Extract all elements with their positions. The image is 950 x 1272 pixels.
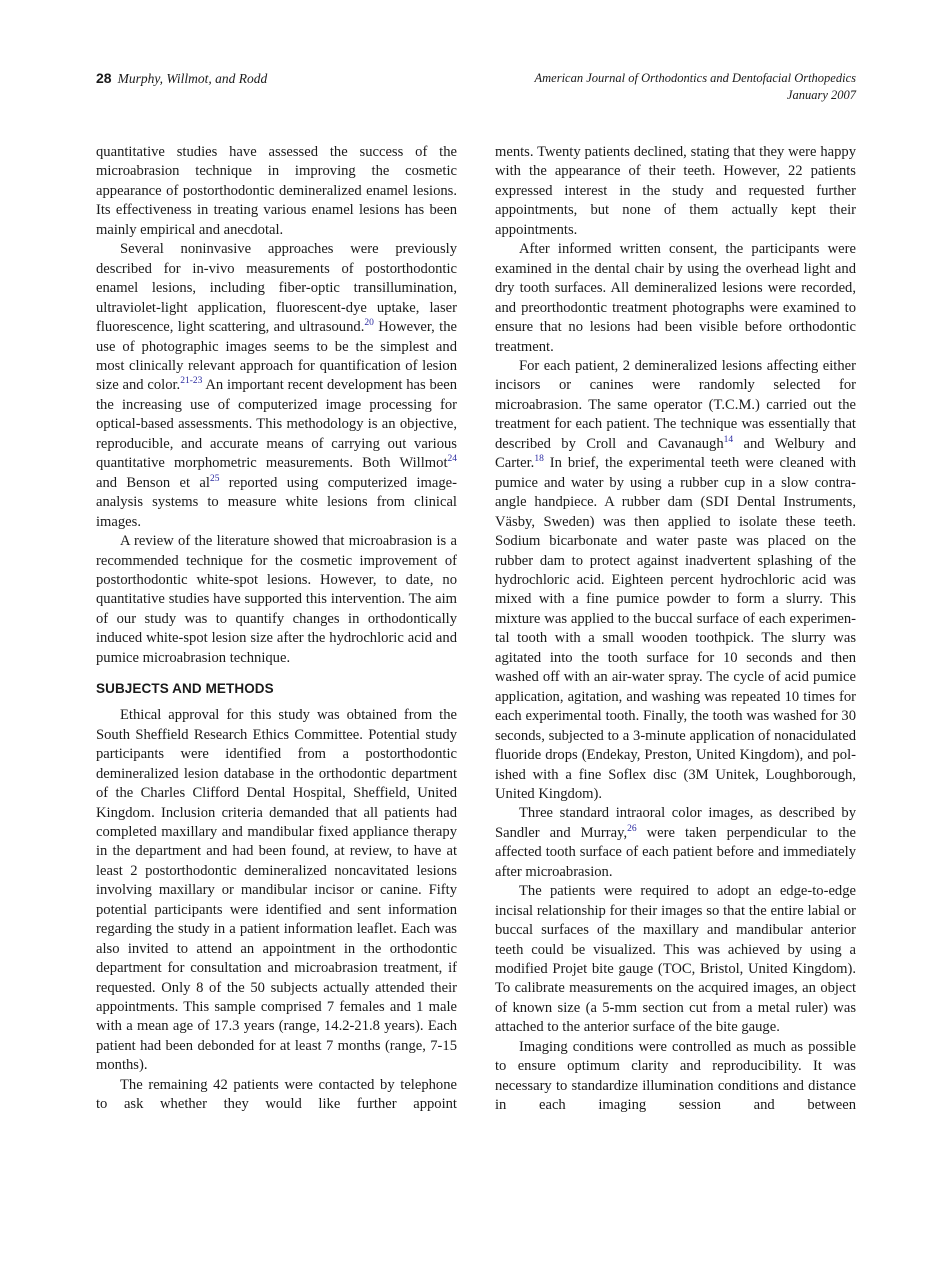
author-names: Murphy, Willmot, and Rodd [117,71,268,86]
paragraph: The remaining 42 patients were contacted by telephone to ask whether they would like further appoint [96,1076,457,1113]
header-right [535,70,857,104]
paragraph: Ethical approval for this study was obtained from the South Sheffield Research Ethics Committee. Potential study participants were identified from a postorthodontic demineralized lesion database in the orthodontic department of the Charles Clifford Dental Hospital, Sheffield, United Kingdom. Inclusion criteria demanded that all patients had completed maxillary and mandibular fixed appliance therapy in the department and had been found, at review, to have at least 2 postorthodontic demineralized noncavitated lesions involving maxillary or mandibular incisor or canine. Fifty potential participants were identified and sent information regarding the study in a patient information leaflet. Each was also invited to attend an appointment in the orthodontic department for consultation and microabrasion treatment, if requested. Only 8 of the 50 subjects actually attended their appointments. This sample comprised 7 females and 1 male with a mean age of 17.3 years (range, 14.2-21.8 years). Each patient had been debonded for at least 7 months (range, 7-15 months). [96,707,457,1074]
header-left [96,70,267,87]
paragraph: The patients were required to adopt an edge-to-edge incisal relationship for their images so that the entire labial or buccal surfaces of the maxillary and mandibular anterior teeth could be visualized. This was achieved by using a modified Projet bite gauge (TOC, Bristol, United Kingdom). To calibrate measurements on the acquired images, an object of known size (a 5-mm section cut from a metal ruler) was attached to the anterior surface of the bite gauge. [495,883,856,1036]
paragraph: ments. Twenty patients declined, stating that they were happy with the appearance of their teeth. However, 22 patients expressed interest in the study and requested further appointments, but none of them actually kept their appointments. [495,144,856,238]
paragraph: quantitative studies have assessed the success of the microabrasion technique in improving the cosmetic appearance of postorthodontic demineralized enamel lesions. Its effectiveness in treating various enamel lesions has been mainly empirical and anecdotal. [96,144,457,238]
paragraph [495,804,856,882]
citation-ref[interactable]: 18 [534,454,544,465]
journal-title: American Journal of Orthodontics and Dentofacial Orthopedics [534,71,856,85]
paragraph: A review of the literature showed that microabrasion is a recommended technique for the cosmetic improvement of postorthodontic white-spot lesions. However, to date, no quantitative studies have supported this intervention. The aim of our study was to quantify changes in orthodontically induced white-spot lesion size after the hydrochloric acid and pumice microabrasion technique. [96,533,457,666]
paragraph [96,240,457,532]
citation-ref[interactable]: 21-23 [180,376,203,387]
paragraph-text: and Benson et al [96,474,210,491]
right-column [495,143,856,1116]
issue-date: January 2007 [786,88,856,102]
section-heading: SUBJECTS AND METHODS [96,681,274,697]
paragraph-text: and Welbury and Carter. [495,435,856,472]
paragraph [495,357,856,804]
citation-ref[interactable]: 20 [364,318,374,329]
paragraph: Imaging conditions were controlled as much as possible to ensure optimum clarity and reproducibility. It was necessary to standardize illumination conditions and distance in each imaging session and between [495,1038,856,1114]
paragraph-text: In brief, the experimental teeth were cleaned with pumice and water by using a rubber cup in a slow contra-angle handpiece. A rubber dam (SDI Dental Instruments, Väsby, Sweden) was then applied to isolate these teeth. Sodium bicarbonate and water paste was placed on the rubber dam to protect against inadvertent splashing of the hydrochloric acid. Eighteen percent hydrochloric acid was mixed with a fine pumice powder to form a slurry. This mixture was applied to the buccal surface of each experimental tooth with a small wooden toothpick. The slurry was agitated into the tooth surface for 10 seconds and then washed off with an air-water spray. The cycle of acid pumice application, agitation, and washing was repeated 10 times for each experimental tooth. Finally, the tooth was washed for 30 seconds, subjected to a 3-minute application of nonacidulated fluoride drops (Endekay, Preston, United Kingdom), and polished with a fine Soflex disc (3M Unitek, Loughborough, United Kingdom). [495,455,856,802]
paragraph-text: For each patient, 2 demineralized lesions affecting either incisors or canines were randomly selected for microabrasion. The same operator (T.C.M.) carried out the treatment for each patient. The technique was essentially that described by Croll and Cavanaugh [495,357,856,452]
paragraph-text: However, the use of photographic images seems to be the simplest and most clinically relevant approach for quantification of lesion size and color. [96,319,457,394]
left-column [96,143,457,1115]
paragraph: After informed written consent, the participants were examined in the dental chair by using the overhead light and dry tooth surfaces. All demineralized lesions were recorded, and preorthodontic treatment photographs were examined to ensure that no lesions had been visible before orthodontic treatment. [495,241,856,355]
paragraph-text: were taken perpendicular to the affected tooth surface of each patient before and immediately after microabrasion. [495,824,856,880]
paragraph-text: Three standard intraoral color images, as described by Sandler and Murray, [495,805,856,841]
citation-ref[interactable]: 24 [447,454,457,465]
paragraph-text: An important recent development has been the increasing use of computerized image processing for optical-based assessments. This methodology is an objective, reproducible, and accurate means of carrying out various quantitative morphometric measurements. Both Willmot [96,377,457,472]
paragraph-text: Several noninvasive approaches were previously described for in-vivo measurements of postorthodontic enamel lesions, including fiber-optic transillumination, ultraviolet-light application, fluorescent-dye uptake, laser fluorescence, light scattering, and ultrasound. [96,241,457,336]
citation-ref[interactable]: 25 [209,473,220,484]
page-number: 28 [96,70,112,86]
paragraph-text: reported using computerized image-analysis systems to measure white lesions from clinical images. [96,474,457,530]
citation-ref[interactable]: 14 [723,434,734,445]
citation-ref[interactable]: 26 [627,823,637,834]
running-header [96,70,856,110]
